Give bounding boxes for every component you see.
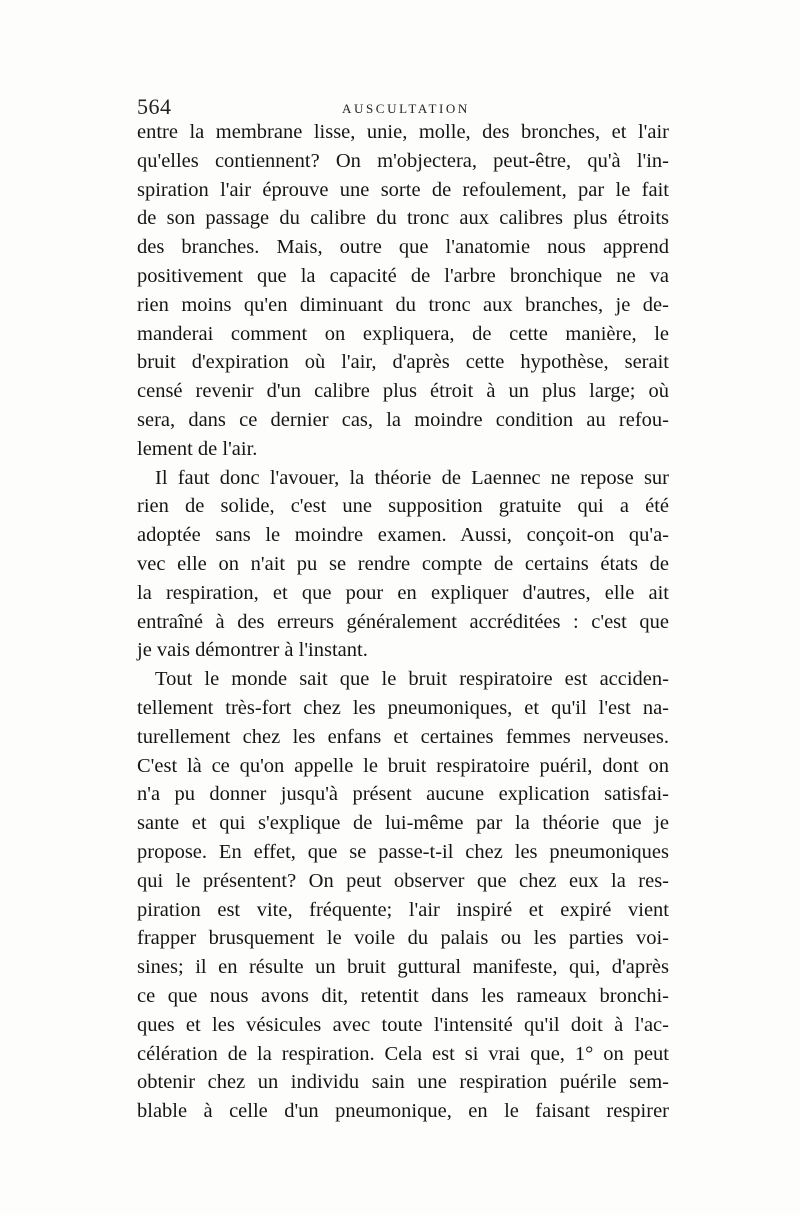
text-line: turellement chez les enfans et certaines femmes nerveuses. bbox=[137, 725, 669, 748]
text-line: qu'elles contiennent? On m'objectera, peut-être, qu'à l'in- bbox=[137, 149, 669, 172]
text-line: n'a pu donner jusqu'à présent aucune explication satisfai- bbox=[137, 783, 669, 806]
text-line: frapper brusquement le voile du palais ou les parties voi- bbox=[137, 927, 669, 950]
text-line: manderai comment on expliquera, de cette manière, le bbox=[137, 322, 669, 345]
text-line: sante et qui s'explique de lui-même par la théorie que je bbox=[137, 812, 669, 835]
text-line: spiration l'air éprouve une sorte de refoulement, par le fait bbox=[137, 178, 669, 201]
text-line: blable à celle d'un pneumonique, en le faisant respirer bbox=[137, 1100, 669, 1123]
text-line: qui le présentent? On peut observer que chez eux la res- bbox=[137, 869, 669, 892]
page-number: 564 bbox=[137, 94, 172, 119]
text-line: tellement très-fort chez les pneumoniques, et qu'il l'est na- bbox=[137, 696, 669, 719]
text-line: ques et les vésicules avec toute l'intensité qu'il doit à l'ac- bbox=[137, 1013, 669, 1036]
text-line: des branches. Mais, outre que l'anatomie nous apprend bbox=[137, 236, 669, 259]
text-line: Il faut donc l'avouer, la théorie de Laennec ne repose sur bbox=[155, 466, 669, 489]
text-line: célération de la respiration. Cela est si vrai que, 1° on peut bbox=[137, 1042, 669, 1065]
text-line: adoptée sans le moindre examen. Aussi, conçoit-on qu'a- bbox=[137, 524, 669, 547]
text-line: entraîné à des erreurs généralement accréditées : c'est que bbox=[137, 610, 669, 633]
text-line: positivement que la capacité de l'arbre bronchique ne va bbox=[137, 264, 669, 287]
text-line: la respiration, et que pour en expliquer d'autres, elle ait bbox=[137, 581, 669, 604]
text-line: C'est là ce qu'on appelle le bruit respiratoire puéril, dont on bbox=[137, 754, 669, 777]
text-line: bruit d'expiration où l'air, d'après cette hypothèse, serait bbox=[137, 351, 669, 374]
text-line: rien de solide, c'est une supposition gratuite qui a été bbox=[137, 495, 669, 518]
running-head: AUSCULTATION bbox=[342, 101, 470, 116]
text-line: de son passage du calibre du tronc aux calibres plus étroits bbox=[137, 207, 669, 230]
text-line: sines; il en résulte un bruit guttural manifeste, qui, d'après bbox=[137, 956, 669, 979]
text-line: ce que nous avons dit, retentit dans les rameaux bronchi- bbox=[137, 984, 669, 1007]
text-line: Tout le monde sait que le bruit respiratoire est acciden- bbox=[155, 668, 669, 691]
body-text bbox=[137, 118, 669, 1126]
text-line: entre la membrane lisse, unie, molle, des bronches, et l'air bbox=[137, 121, 669, 143]
text-line: piration est vite, fréquente; l'air inspiré et expiré vient bbox=[137, 898, 669, 921]
text-line: propose. En effet, que se passe-t-il chez les pneumoniques bbox=[137, 840, 669, 863]
text-line: obtenir chez un individu sain une respiration puérile sem- bbox=[137, 1071, 669, 1094]
text-line: sera, dans ce dernier cas, la moindre condition au refou- bbox=[137, 408, 669, 431]
text-line: censé revenir d'un calibre plus étroit à un plus large; où bbox=[137, 380, 669, 403]
text-line: lement de l'air. bbox=[137, 437, 258, 460]
text-line: rien moins qu'en diminuant du tronc aux branches, je de- bbox=[137, 293, 669, 316]
text-line: je vais démontrer à l'instant. bbox=[137, 639, 368, 662]
text-line: vec elle on n'ait pu se rendre compte de certains états de bbox=[137, 552, 669, 575]
